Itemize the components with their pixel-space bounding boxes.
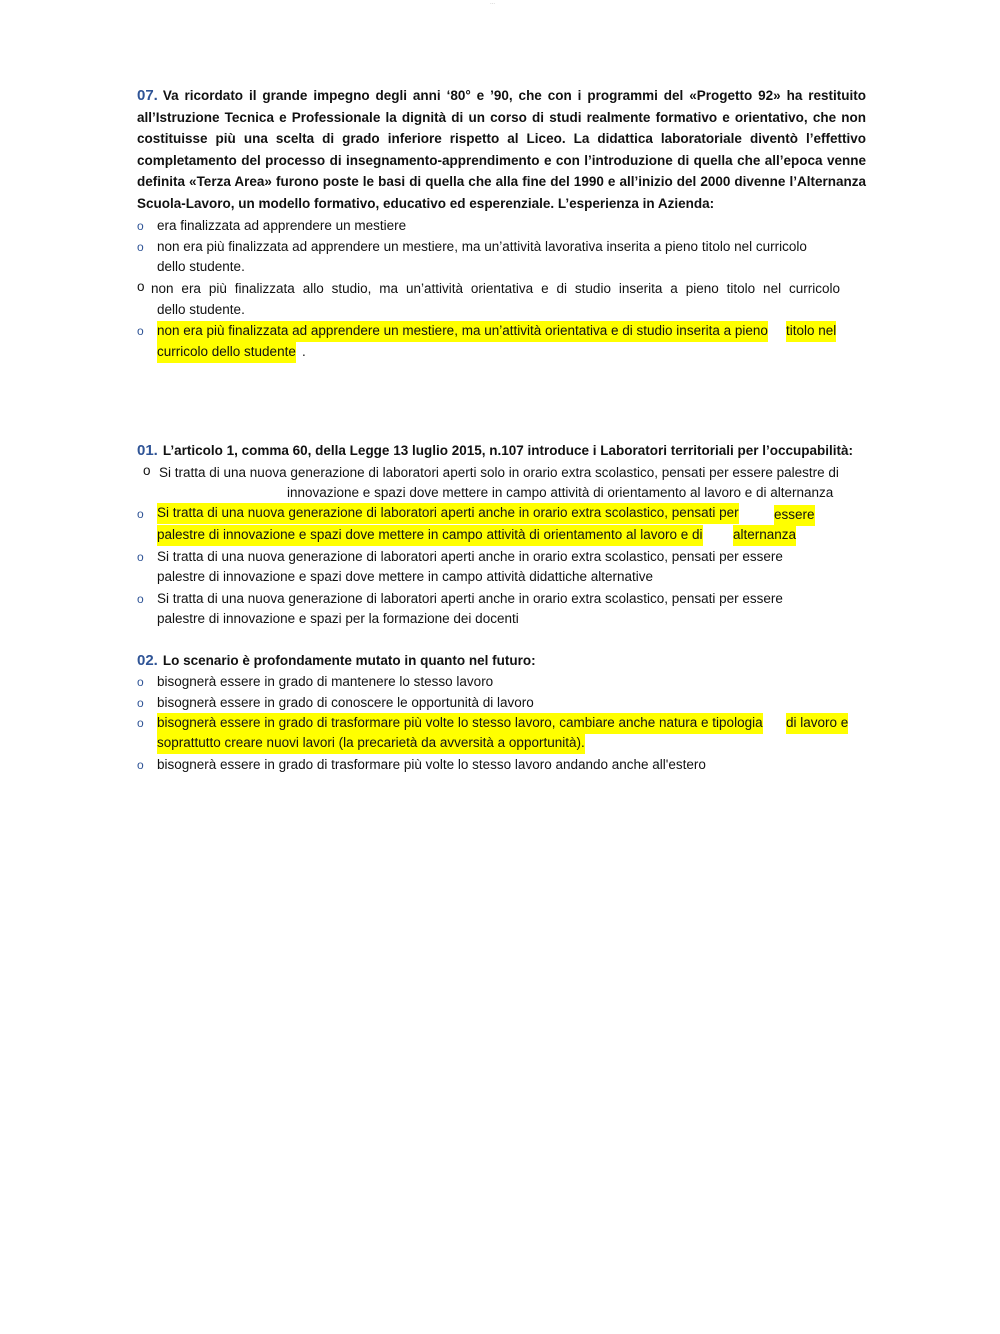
option-3-line2: dello studente.: [157, 302, 245, 317]
option-4-line1: Si tratta di una nuova generazione di laboratori aperti anche in orario extra scolastico, pensati per essere: [157, 591, 783, 606]
option-bullet[interactable]: o: [137, 675, 144, 689]
question-number: 07.: [137, 87, 158, 104]
option-bullet[interactable]: o: [137, 592, 144, 606]
option-3-line2-highlight: soprattutto creare nuovi lavori (la precarietà da avversità a opportunità).: [157, 733, 585, 754]
option-3-line1: non era più finalizzata allo studio, ma un’attività orientativa e di studio inserita a pieno titolo nel curricolo: [151, 281, 840, 296]
question-07: [137, 85, 866, 214]
option-bullet[interactable]: o: [137, 240, 144, 254]
option-bullet[interactable]: o: [137, 758, 144, 772]
question-02: [137, 650, 866, 672]
option-2-line1-highlight: Si tratta di una nuova generazione di laboratori aperti anche in orario extra scolastico, pensati per: [157, 503, 739, 524]
option-1-text: bisognerà essere in grado di mantenere lo stesso lavoro: [157, 674, 494, 689]
option-2-line1: non era più finalizzata ad apprendere un mestiere, ma un’attività lavorativa inserita a pieno titolo nel curricolo: [157, 239, 807, 254]
option-4-text: bisognerà essere in grado di trasformare più volte lo stesso lavoro andando anche all'estero: [157, 757, 706, 772]
option-4-line2-highlight: curricolo dello studente: [157, 342, 296, 363]
option-1-line1: Si tratta di una nuova generazione di laboratori aperti solo in orario extra scolastico, pensati per essere palestre di: [159, 465, 839, 480]
question-text: 02. Lo scenario è profondamente mutato in quanto nel futuro:: [137, 652, 536, 669]
option-1-line2: innovazione e spazi dove mettere in campo attività di orientamento al lavoro e di alternanza: [287, 485, 834, 500]
option-2-text: bisognerà essere in grado di conoscere le opportunità di lavoro: [157, 695, 534, 710]
question-number: 02.: [137, 652, 158, 669]
option-3-line1-tail-highlight: di lavoro e: [786, 713, 848, 734]
option-2-line2-highlight: palestre di innovazione e spazi dove mettere in campo attività di orientamento al lavoro e di: [157, 525, 703, 546]
option-4-line1-highlight: non era più finalizzata ad apprendere un mestiere, ma un’attività orientativa e di studio inserita a pieno: [157, 321, 768, 342]
option-4-line1-tail-highlight: titolo nel: [786, 321, 836, 342]
option-3-line2: palestre di innovazione e spazi dove mettere in campo attività didattiche alternative: [157, 569, 654, 584]
question-01: [137, 440, 866, 462]
option-bullet[interactable]: o: [137, 279, 145, 294]
option-2-line2-tail-highlight: alternanza: [733, 525, 796, 546]
option-4-line2: palestre di innovazione e spazi per la formazione dei docenti: [157, 611, 519, 626]
option-bullet[interactable]: o: [137, 507, 144, 521]
option-2-line1-tail-highlight: essere: [774, 505, 815, 526]
option-bullet[interactable]: o: [137, 716, 144, 730]
option-2-line2: dello studente.: [157, 259, 245, 274]
option-3-line1: Si tratta di una nuova generazione di laboratori aperti anche in orario extra scolastico, pensati per essere: [157, 549, 783, 564]
option-bullet[interactable]: o: [137, 696, 144, 710]
question-text: 07. Va ricordato il grande impegno degli anni ‘80° e ’90, che con i programmi del «Progetto 92» ha restituito all’Istruzione Tecnica e Professionale la dignità di un corso di studi realmente formativo e orientativo, che non costituisse più una scelta di grado inferiore rispetto al Liceo. La didattica laboratoriale diventò l’effettivo completamento del processo di insegnamento-apprendimento e con l’introduzione di quella che all’epoca venne definita «Terza Area» furono poste le basi di quella che alla fine del 1990 e all’inizio del 2000 divenne l’Alternanza Scuola-Lavoro, un modello formativo, educativo ed esperenziale. L’esperienza in Azienda:: [137, 87, 866, 211]
option-4-line2-tail: .: [302, 344, 306, 359]
option-bullet[interactable]: o: [137, 550, 144, 564]
option-3-line1-highlight: bisognerà essere in grado di trasformare più volte lo stesso lavoro, cambiare anche natura e tipologia: [157, 713, 763, 734]
option-1-text: era finalizzata ad apprendere un mestiere: [157, 218, 407, 233]
question-text: 01. L’articolo 1, comma 60, della Legge 13 luglio 2015, n.107 introduce i Laboratori territoriali per l’occupabilità:: [137, 442, 854, 459]
option-bullet[interactable]: o: [137, 219, 144, 233]
question-number: 01.: [137, 442, 158, 459]
option-bullet[interactable]: o: [143, 463, 151, 478]
option-bullet[interactable]: o: [137, 324, 144, 338]
header-mark: ...: [490, 0, 496, 6]
